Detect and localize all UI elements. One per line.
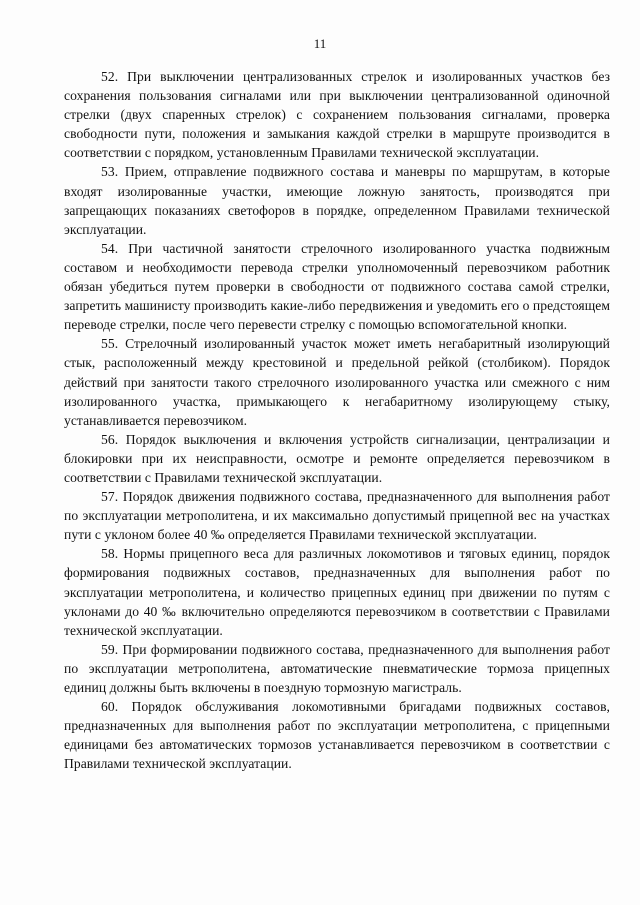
document-body [64,67,610,773]
paragraph-53: 53. Прием, отправление подвижного состава и маневры по маршрутам, в которые входят изолированные участки, имеющие ложную занятость, производятся при запрещающих показаниях светофоров в порядке, определенном Правилами технической эксплуатации. [64,164,610,237]
paragraph-56: 56. Порядок выключения и включения устройств сигнализации, централизации и блокировки при их неисправности, осмотре и ремонте определяется перевозчиком в соответствии с Правилами технической эксплуатации. [64,431,610,485]
paragraph-60: 60. Порядок обслуживания локомотивными бригадами подвижных составов, предназначенных для выполнения работ по эксплуатации метрополитена, с прицепными единицами без автоматических тормозов устанавливается перевозчиком в соответствии с Правилами технической эксплуатации. [64,699,610,772]
paragraph-55: 55. Стрелочный изолированный участок может иметь негабаритный изолирующий стык, расположенный между крестовиной и предельной рейкой (столбиком). Порядок действий при занятости такого стрелочного изолированного участка или смежного с ним изолированного участка, примыкающего к негабаритному изолирующему стыку, устанавливается перевозчиком. [64,336,610,428]
paragraph-54: 54. При частичной занятости стрелочного изолированного участка подвижным составом и необходимости перевода стрелки уполномоченный перевозчиком работник обязан убедиться путем проверки в свободности от подвижного состава самой стрелки, запретить машинисту производить какие-либо передвижения и уведомить его о предстоящем переводе стрелки, после чего перевести стрелку с помощью вспомогательной кнопки. [64,240,610,333]
paragraph-59: 59. При формировании подвижного состава, предназначенного для выполнения работ по эксплуатации метрополитена, автоматические пневматические тормоза прицепных единиц должны быть включены в поездную тормозную магистраль. [64,641,610,695]
paragraph-52: 52. При выключении централизованных стрелок и изолированных участков без сохранения пользования сигналами или при выключении централизованной одиночной стрелки (двух спаренных стрелок) с сохранением пользования сигналами, проверка свободности пути, положения и замыкания каждой стрелки в маршруте производится в соответствии с порядком, установленным Правилами технической эксплуатации. [64,69,610,161]
paragraph-58: 58. Нормы прицепного веса для различных локомотивов и тяговых единиц, порядок формирования подвижных составов, предназначенных для выполнения работ по эксплуатации метрополитена, и количество прицепных единиц при движении по путям с уклонами до 40 ‰ включительно определяются перевозчиком в соответствии с Правилами технической эксплуатации. [64,546,610,638]
paragraph-57: 57. Порядок движения подвижного состава, предназначенного для выполнения работ по эксплуатации метрополитена, и их максимально допустимый прицепной вес на участках пути с уклоном более 40 ‰ определяется Правилами технической эксплуатации. [64,489,610,543]
page-number: 11 [313,36,327,51]
